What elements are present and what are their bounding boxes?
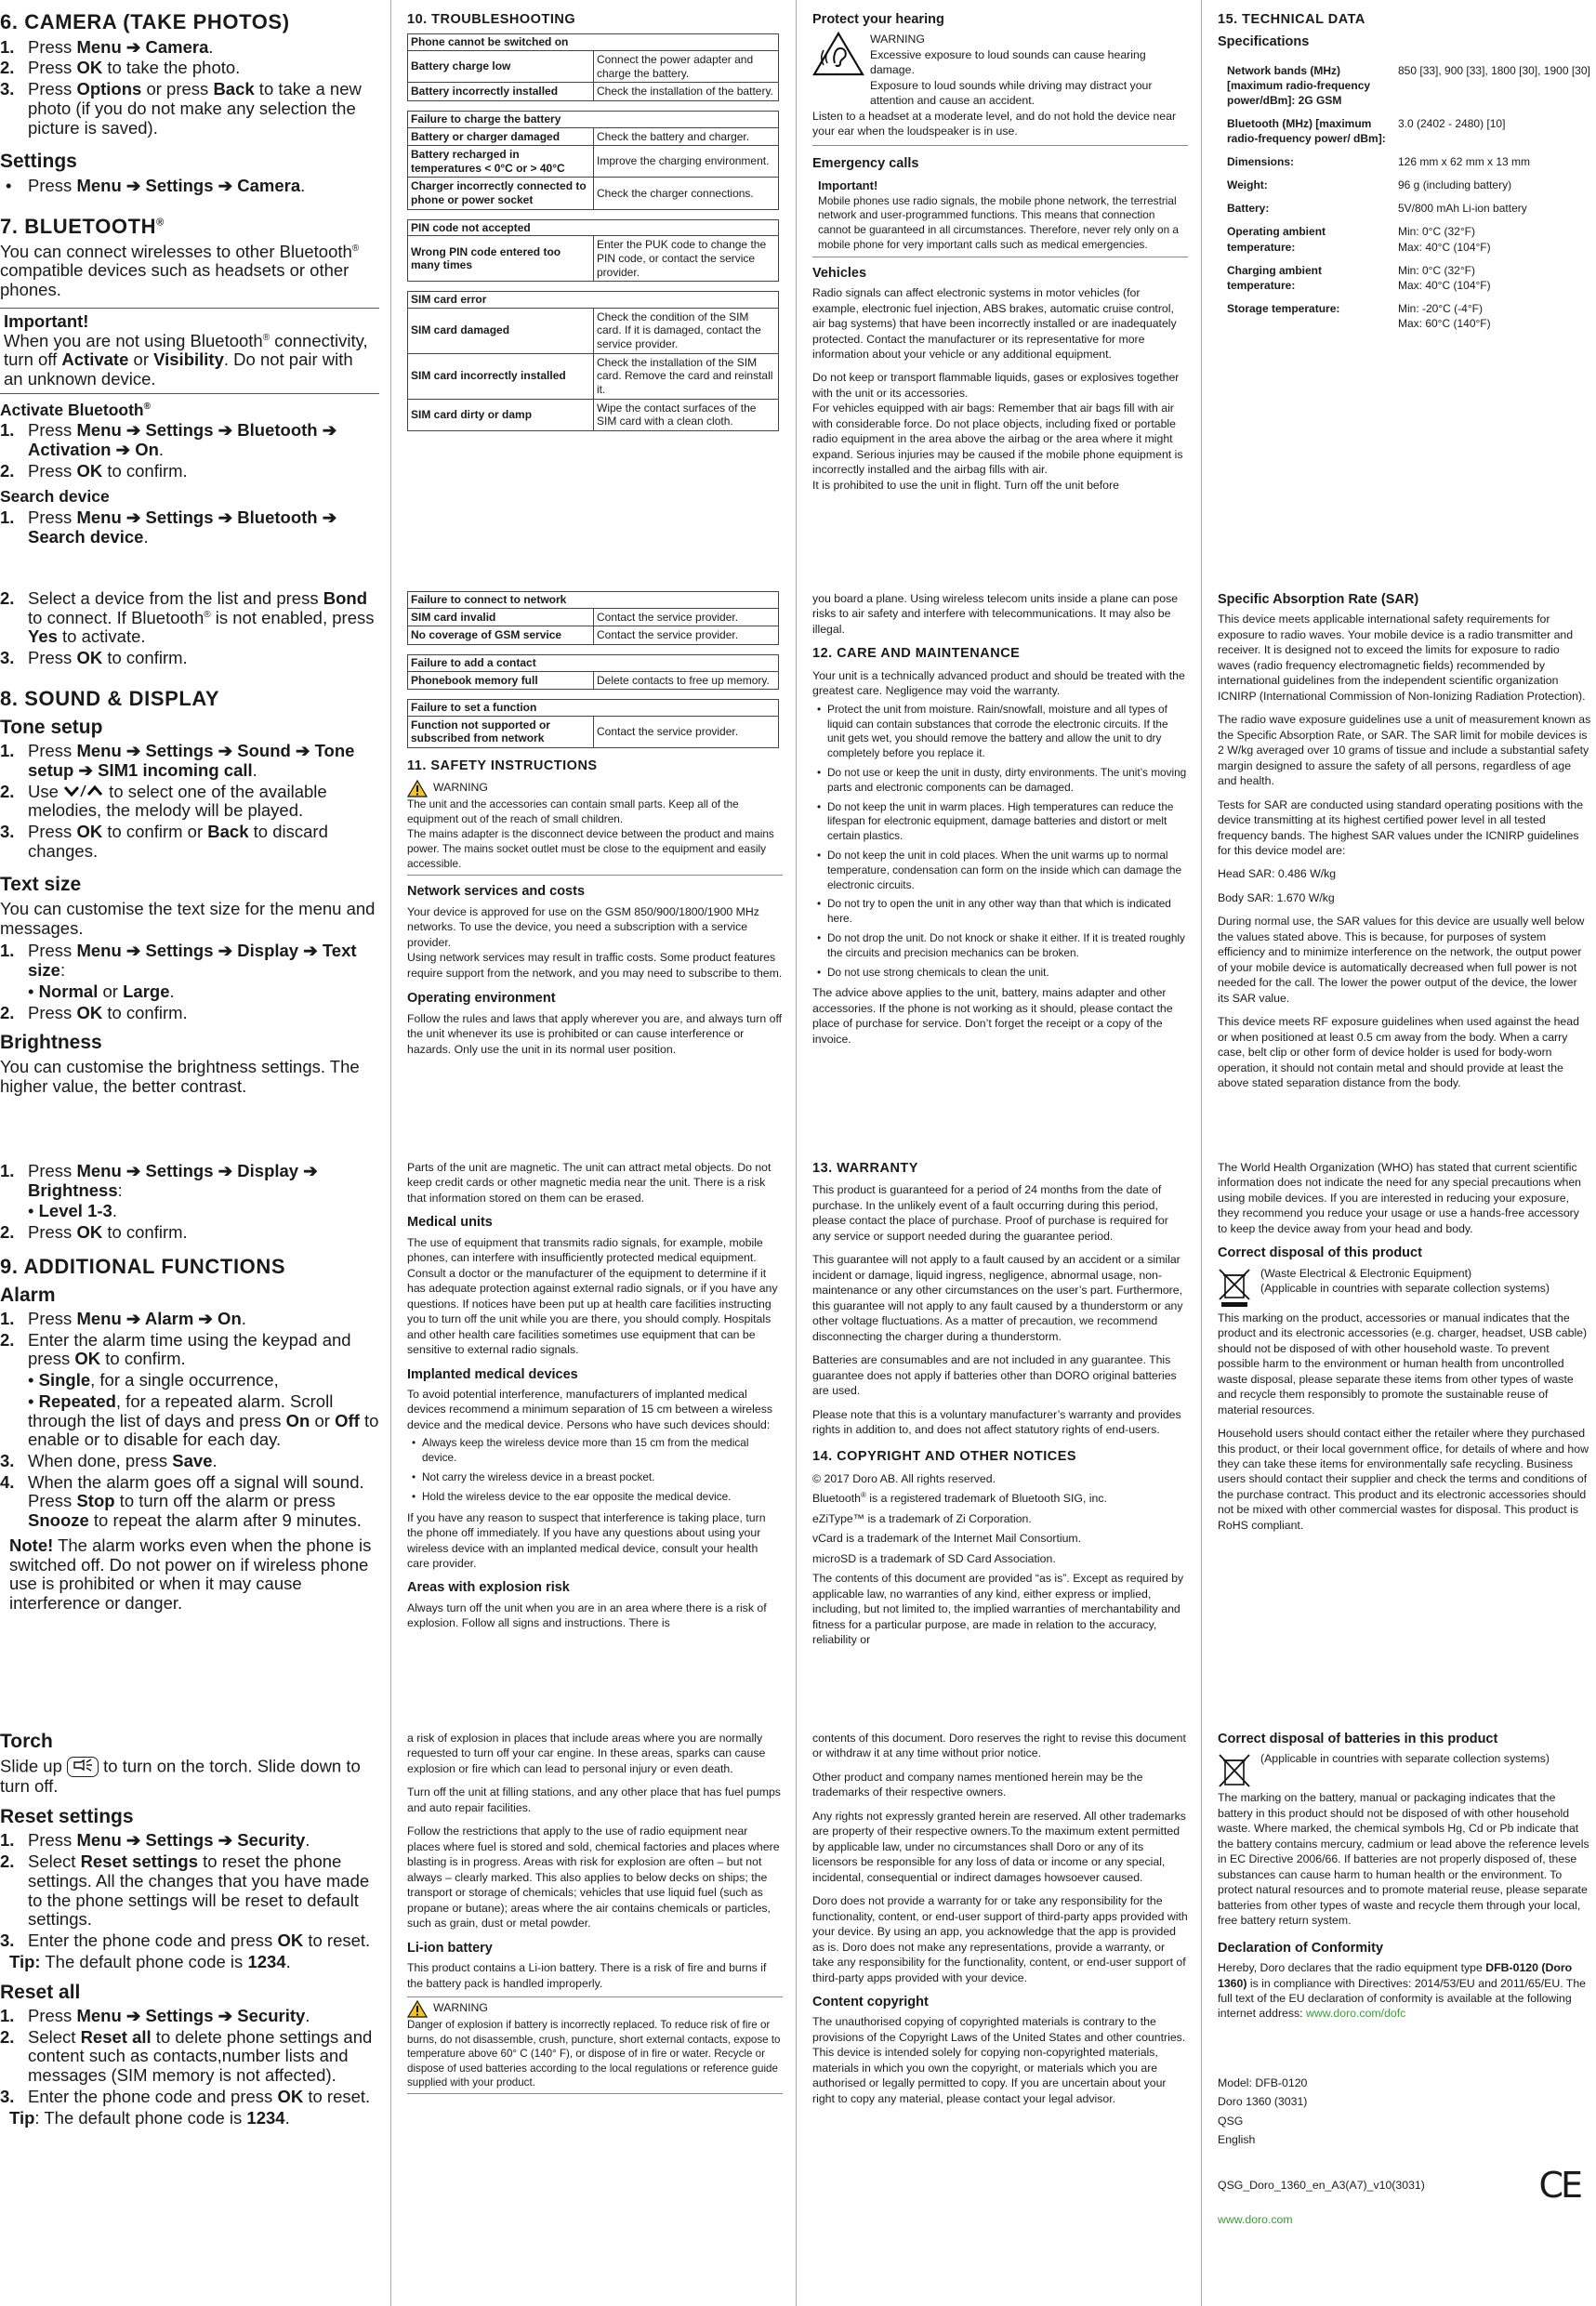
crossed-bin-icon <box>1218 1268 1251 1311</box>
paragraph: © 2017 Doro AB. All rights reserved. <box>812 1471 996 1485</box>
paragraph: The advice above applies to the unit, battery, mains adapter and other accessories. If the phone is not working as it should, please contact the place of purchase for service. Don’t forget the receipt or a copy of the invoice. <box>812 986 1173 1046</box>
step: 2. Select Reset all to delete phone settings and content such as contacts,number lists and messages (SIM memory is not affected). <box>0 2026 373 2086</box>
disposal-section <box>1218 1160 1591 1541</box>
bullet-list: • Protect the unit from moisture. Rain/snowfall, moisture and all types of liquid can contain substances that corrode the electronic circuits. If the unit gets wet, you should remove the battery and allow the unit to dry completely before you replace it. • Do not use or keep the unit in dusty, dirty environments. The unit’s moving parts and electronic components can be damaged. • Do not keep the unit in warm places. High temperatures can reduce the lifespan for electronic equipment, damage batteries and distort or melt certain plastics. • Do not keep the unit in cold places. When the unit warms up to normal temperature, condensation can form on the inside which can damage the electronic circuits. • Do not try to open the unit in any other way than that which is indicated here. • Do not drop the unit. Do not knock or shake it either. If it is treated roughly the circuits and precision mechanics can be broken. • Do not use strong chemicals to clean the unit. <box>817 702 1187 979</box>
paragraph: Any rights not expressly granted herein are reserved. All other trademarks are property of their respective owners.To the maximum extent permitted by applicable law, under no circumstances shall Doro or any of its licensors be responsible for any loss of data or income or any special, incidental, consequential or indirect damages howsoever caused. <box>812 1809 1186 1884</box>
warning-box: WARNING Danger of explosion if battery is incorrectly replaced. To reduce risk of fire or burns, do not disassemble, crush, puncture, short external contacts, expose to temperature above 60° C (140° F), or dispose of in fire or water. Recycle or dispose of used batteries according to the local regulations or reference guide supplied with your product. <box>407 1996 783 2094</box>
paragraph: This device meets RF exposure guidelines when used against the head or when positioned at least 0.5 cm away from the body. When a carry case, belt clip or other form of device holder is used for body-worn operation, it should not contain metal and should provide at least the above stated separation distance from the body. <box>1218 1015 1579 1090</box>
bluetooth-heading: 7. BLUETOOTH® <box>0 215 165 238</box>
option: • Single, for a single occurrence, <box>28 1370 279 1390</box>
sar-heading: Specific Absorption Rate (SAR) <box>1218 592 1419 607</box>
paragraph: This product is guaranteed for a period of 24 months from the date of purchase. In the unlikely event of a fault occurring during this period, please contact the place of purchase. Proof of purchase is required for any service or support needed during the guarantee period. <box>812 1183 1168 1243</box>
spec-row: Operating ambient temperature: Min: 0°C (32°F) Max: 40°C (104°F) <box>1227 225 1491 254</box>
footer <box>1218 2165 1591 2207</box>
paragraph: The use of equipment that transmits radio signals, for example, mobile phones, can interfere with insufficiently protected medical equipment. Consult a doctor or the manufacturer of the equipment to determine if it has adequate protection against external radio signals, or if you have any questions. If notices have been put up at health care facilities instructing you to turn off the unit while you are there, you should comply. Hospitals and other health care facilities sometimes use equipment that can be sensitive to external radio signals. <box>407 1235 778 1357</box>
tip: Tip: The default phone code is 1234. <box>9 2107 290 2128</box>
paragraph: you board a plane. Using wireless telecom units inside a plane can pose risks to air safety and interfere with telecommunications. It may also be illegal. <box>812 592 1179 636</box>
step: 1. Press Menu ➔ Alarm ➔ On. <box>0 1309 246 1329</box>
paragraph: Follow the restrictions that apply to the use of radio equipment near places where fuel is stored and sold, chemical factories and places where blasting is in progress. Areas with risk for explosion are often – but not always – clearly marked. This also applies to below decks on ships; the transport or storage of chemicals; vehicles that use liquid fuel (such as propane or butane); areas where the air contains chemicals or particles, such as grain, dust or metal powder. <box>407 1825 780 1930</box>
step: 1. Press Menu ➔ Camera. <box>0 36 214 57</box>
paragraph: This device meets applicable international safety requirements for exposure to radio waves. Your mobile device is a radio transmitter and receiver. It is designed not to exceed the limits for exposure to radio waves (radio frequency electromagnetic fields) recommended by international guidelines from the independent scientific organization ICNIRP (International Commission of Non-Ionizing Radiation Protection). <box>1218 613 1586 703</box>
technical-data-section <box>1218 11 1591 339</box>
spec-row: Weight: 96 g (including battery) <box>1227 178 1512 192</box>
paragraph: Tests for SAR are conducted using standard operating positions with the device transmitting at its highest certified power level in all tested frequency bands. The highest SAR values under the ICNIRP guidelines for this device model are: <box>1218 797 1584 857</box>
step: 4. When the alarm goes off a signal will sound. Press Stop to turn off the alarm or press Snooze to repeat the alarm after 9 minutes. <box>0 1471 364 1531</box>
paragraph: vCard is a trademark of the Internet Mail Consortium. <box>812 1532 1082 1546</box>
paragraph: To avoid potential interference, manufacturers of implanted medical devices recommend a minimum separation of 15 cm between a wireless device and the medical device. Persons who have such devices should: <box>407 1388 772 1431</box>
safety-heading: 11. SAFETY INSTRUCTIONS <box>407 758 598 773</box>
column-divider <box>1201 0 1202 2306</box>
paragraph: Bluetooth® is a registered trademark of Bluetooth SIG, inc. <box>812 1491 1107 1506</box>
paragraph: The contents of this document are provided “as is”. Except as required by applicable law, no warranties of any kind, either express or implied, including, but not limited to, the implied warranties of merchantability and fitness for a particular purpose, are made in relation to the accuracy, reliability or <box>812 1572 1184 1647</box>
disposal-heading: Correct disposal of this product <box>1218 1245 1422 1261</box>
down-up-arrow-icon <box>63 782 104 801</box>
paragraph: Using network services may result in traffic costs. Some product features require support from the network, and you may need to subscribe to them. <box>407 951 783 980</box>
brightness-steps <box>0 1162 379 1614</box>
paragraph: contents of this document. Doro reserves the right to revise this document or withdraw it at any time without prior notice. <box>812 1732 1186 1760</box>
activate-bluetooth-heading: Activate Bluetooth® <box>0 400 151 419</box>
spec-row: Storage temperature: Min: -20°C (-4°F) Max: 60°C (140°F) <box>1227 301 1491 330</box>
brightness-intro: You can customise the brightness settings. The higher value, the better contrast. <box>0 1056 360 1096</box>
spec-row: Bluetooth (MHz) [maximum radio-frequency power/ dBm]: 3.0 (2402 - 2480) [10] <box>1227 117 1506 146</box>
warning-triangle-icon <box>407 2000 428 2018</box>
copyright-continued <box>812 1731 1188 2115</box>
camera-heading: 6. CAMERA (TAKE PHOTOS) <box>0 10 290 33</box>
network-heading: Network services and costs <box>407 884 586 900</box>
sound-heading: 8. SOUND & DISPLAY <box>0 687 220 710</box>
bluetooth-section <box>0 216 379 548</box>
spec-row: Battery: 5V/800 mAh Li-ion battery <box>1227 202 1527 216</box>
settings-heading: Settings <box>0 151 77 173</box>
additional-heading: 9. ADDITIONAL FUNCTIONS <box>0 1254 286 1278</box>
medical-heading: Medical units <box>407 1215 493 1231</box>
care-heading: 12. CARE AND MAINTENANCE <box>812 646 1021 662</box>
paragraph: Batteries are consumables and are not included in any guarantee. This guarantee does not apply if batteries other than DORO original batteries are used. <box>812 1353 1177 1398</box>
declaration-heading: Declaration of Conformity <box>1218 1940 1384 1956</box>
sar-section <box>1218 591 1591 1100</box>
paragraph: Head SAR: 0.486 W/kg <box>1218 867 1337 881</box>
step: 2. Press OK to confirm. <box>0 1222 188 1243</box>
troubleshooting-section <box>407 11 783 441</box>
paragraph: Follow the rules and laws that apply wherever you are, and always turn off the unit whenever its use is prohibited or can cause interference or hazards. Only use the unit in its normal user position. <box>407 1011 783 1056</box>
step: 1. Press Menu ➔ Settings ➔ Bluetooth ➔ Activation ➔ On. <box>0 420 337 459</box>
tone-setup-heading: Tone setup <box>0 716 103 738</box>
paragraph: Doro does not provide a warranty for or take any responsibility for the functionality, content, or end-user support of third-party apps provided with your device. By using an app, you acknowledge that the app is provided as is. Doro does not make any representations, provide a warranty, or take any responsibility for the functionality, content, or end-user support of third-party apps provided with your device. <box>812 1894 1188 1984</box>
paragraph: Body SAR: 1.670 W/kg <box>1218 890 1335 904</box>
paragraph: If you have any reason to suspect that interference is taking place, turn the phone off immediately. If you have any questions about using your wireless device with an implanted medical device, consult your health care provider. <box>407 1510 766 1570</box>
battery-disposal-section <box>1218 1731 1591 2228</box>
step: 3. Press OK to confirm or Back to discard changes. <box>0 822 328 861</box>
emergency-heading: Emergency calls <box>812 155 919 171</box>
step: 2. Press OK to confirm. <box>0 460 188 481</box>
important-box: Important! Mobile phones use radio signals, the mobile phone network, the terrestrial network and user-programmed functions. This means that connection cannot be guaranteed in all circumstances. Therefore, never rely only on a mobile phone for very important calls such as medical emergencies. <box>812 176 1188 257</box>
hearing-warning-icon <box>812 32 864 108</box>
warranty-section <box>812 1160 1188 1656</box>
paragraph: Always turn off the unit when you are in an area where there is a risk of explosion. Follow all signs and instructions. There is <box>407 1601 767 1630</box>
paragraph: a risk of explosion in places that include areas where you are normally requested to turn off your car engine. In these areas, sparks can cause explosion or fire which can lead to personal injury or even death. <box>407 1732 766 1775</box>
vehicles-heading: Vehicles <box>812 265 867 281</box>
model-info: Model: DFB-0120 Doro 1360 (3031) QSG English <box>1218 2075 1308 2146</box>
important-box: Important! When you are not using Bluetooth® connectivity, turn off Activate or Visibility. Do not pair with an unknown device. <box>0 308 379 394</box>
alarm-note: Note! The alarm works even when the phone is switched off. Do not power on if wireless phone use is prohibited or when it may cause interference or danger. <box>9 1535 372 1614</box>
tip: Tip: The default phone code is 1234. <box>9 1951 291 1971</box>
text-size-heading: Text size <box>0 874 82 896</box>
paragraph: Listen to a headset at a moderate level, and do not hold the device near your ear when the loudspeaker is in use. <box>812 109 1177 138</box>
bullet: • Press Menu ➔ Settings ➔ Camera. <box>6 175 306 195</box>
paragraph: microSD is a trademark of SD Card Association. <box>812 1551 1056 1565</box>
reset-settings-heading: Reset settings <box>0 1805 134 1827</box>
step: 2. Press OK to take the photo. <box>0 58 241 78</box>
step: 1. Press Menu ➔ Settings ➔ Security. <box>0 2006 310 2026</box>
spec-row: Dimensions: 126 mm x 62 mm x 13 mm <box>1227 155 1531 169</box>
operating-heading: Operating environment <box>407 991 556 1007</box>
warning-box: WARNING The unit and the accessories can contain small parts. Keep all of the equipment out of the reach of small children. The mains adapter is the disconnect device between the product and mains power. The mains socket outlet must be close to the equipment and easily accessible. <box>407 780 783 876</box>
paragraph: The unauthorised copying of copyrighted materials is contrary to the provisions of the Copyright Laws of the United States and other countries. This device is intended solely for copying non-copyrighted materials, materials in which you own the copyright, or materials which you are authorised or legally permitted to copy. If you are uncertain about your right to copy any material, please contact your legal advisor. <box>812 2015 1186 2105</box>
step: 1. Press Menu ➔ Settings ➔ Display ➔ Text size: <box>0 941 357 981</box>
torch-heading: Torch <box>0 1731 53 1752</box>
search-device-heading: Search device <box>0 487 110 507</box>
troubleshooting-table: Failure to add a contact Phonebook memory full Delete contacts to free up memory. <box>407 654 779 690</box>
paragraph: Please note that this is a voluntary manufacturer’s warranty and provides rights in addition to, and does not affect statutory rights of end-users. <box>812 1407 1181 1436</box>
bluetooth-intro: You can connect wirelesses to other Bluetooth® compatible devices such as headsets or other phones. <box>0 241 360 300</box>
warning-triangle-icon <box>407 780 428 797</box>
paragraph: eZiType™ is a trademark of Zi Corporation. <box>812 1511 1032 1525</box>
step: 3. Enter the phone code and press OK to reset. <box>0 2086 371 2106</box>
paragraph: Your unit is a technically advanced product and should be treated with the greatest care. Negligence may void the warranty. <box>812 668 1185 698</box>
troubleshooting-heading: 10. TROUBLESHOOTING <box>407 12 576 27</box>
paragraph: The marking on the battery, manual or packaging indicates that the battery in this product should not be disposed of with other household waste. Where marked, the chemical symbols Hg, Cd or Pb indicate that the battery contains mercury, cadmium or lead above the reference levels in EC Directive 2006/66. If batteries are not properly disposed of, these substances can cause harm to human health or the environment. To protect natural resources and to promote material reuse, please separate batteries from other types of waste and recycle them through your local, free battery return system. <box>1218 1791 1589 1928</box>
text-size-intro: You can customise the text size for the menu and messages. <box>0 898 376 938</box>
column-divider <box>390 0 391 2306</box>
troubleshooting-table: PIN code not accepted Wrong PIN code entered too many times Enter the PUK code to change the PIN code, or contact the service provider. <box>407 219 779 283</box>
doro-website-link[interactable]: www.doro.com <box>1218 2213 1293 2227</box>
paragraph: Hereby, Doro declares that the radio equipment type DFB-0120 (Doro 1360) is in compliance with Directives: 2014/53/EU and 2011/65/EU. The full text of the EU declaration of conformity is available at the following internet address: www.doro.com/dofc <box>1218 1961 1587 2021</box>
troubleshooting-table: Failure to charge the battery Battery or charger damaged Check the battery and charger. Battery recharged in temperatures < 0°C or > 40°C Improve the charging environment. Charger incorrectly connected to phone or power socket Check the charger connections. <box>407 111 779 210</box>
step: 1. Press Menu ➔ Settings ➔ Security. <box>0 1830 310 1851</box>
paragraph: Your device is approved for use on the GSM 850/900/1800/1900 MHz networks. To use the device, you need a subscription with a service provider. <box>407 904 759 949</box>
step: 1. Press Menu ➔ Settings ➔ Display ➔ Brightness: <box>0 1161 318 1200</box>
paragraph: For vehicles equipped with air bags: Remember that air bags fill with air with considerable force. Do not place objects, including fixed or portable radio equipment in the area above the airbag or the area where it might expand. Serious injuries may be caused if the mobile phone equipment is incorrectly installed and the airbag fills with air. <box>812 402 1183 477</box>
paragraph: Household users should contact either the retailer where they purchased this product, or their local government office, for details of where and how they can take these items for environmentally safe recycling. Business users should contact their supplier and check the terms and conditions of the purchase contract. This product and its electronic accessories should not be mixed with other commercial wastes for disposal. This product is RoHS compliant. <box>1218 1427 1589 1532</box>
spec-row: Charging ambient temperature: Min: 0°C (32°F) Max: 40°C (104°F) <box>1227 263 1491 292</box>
torch-key-icon <box>67 1757 99 1778</box>
document-code: QSG_Doro_1360_en_A3(A7)_v10(3031) <box>1218 2178 1425 2192</box>
copyright-heading: 14. COPYRIGHT AND OTHER NOTICES <box>812 1449 1077 1465</box>
brightness-heading: Brightness <box>0 1032 102 1054</box>
paragraph: This product contains a Li-ion battery. There is a risk of fire and burns if the battery pack is handled improperly. <box>407 1961 767 1990</box>
step: 2. Select Reset settings to reset the phone settings. All the changes that you have made to the phone settings will be reset to default settings. <box>0 1851 370 1930</box>
dofc-link[interactable]: www.doro.com/dofc <box>1306 2007 1406 2021</box>
crossed-bin-icon <box>1218 1753 1251 1792</box>
step: 1. Press Menu ➔ Settings ➔ Bluetooth ➔ Search device. <box>0 507 337 547</box>
paragraph: Turn off the unit at filling stations, and any other place that has fuel pumps and auto repair facilities. <box>407 1786 781 1814</box>
step: 2. Enter the alarm time using the keypad and press OK to confirm. <box>0 1329 351 1369</box>
spec-row: Network bands (MHz) [maximum radio-frequency power/dBm]: 2G GSM 850 [33], 900 [33], 1800 [30], 1900 [30] <box>1227 63 1590 107</box>
option: • Level 1-3. <box>28 1201 117 1221</box>
paragraph: Radio signals can affect electronic systems in motor vehicles (for example, electronic fuel injection, ABS brakes, automatic cruise control, air bag systems) that have been incorrectly installed or are inadequately protected. Contact the manufacturer or its representative for more information about your vehicle or any additional equipment. <box>812 286 1177 362</box>
paragraph: Other product and company names mentioned herein may be the trademarks of their respective owners. <box>812 1770 1143 1799</box>
torch-reset-section <box>0 1731 379 2129</box>
hearing-warning: WARNING Excessive exposure to loud sounds can cause hearing damage. Exposure to loud sounds while driving may distract your attention and cause an accident. <box>812 32 1188 108</box>
hearing-heading: Protect your hearing <box>812 12 944 27</box>
care-section <box>812 591 1188 1055</box>
technical-heading: 15. TECHNICAL DATA <box>1218 12 1365 27</box>
paragraph: This guarantee will not apply to a fault caused by an accident or a similar incident or damage, liquid ingress, negligence, abnormal usage, non-maintenance or any other circumstances on the user’s part. Furthermore, this guarantee will not apply to any fault caused by a thunderstorm or any other voltage fluctuations. As a matter of precaution, we recommend disconnecting the charger during a thunderstorm. <box>812 1253 1183 1343</box>
paragraph: Parts of the unit are magnetic. The unit can attract metal objects. Do not keep credit cards or other magnetic media near the unit. There is a risk that information stored on them can be erased. <box>407 1161 772 1205</box>
bullet-list: • Always keep the wireless device more than 15 cm from the medical device. • Not carry the wireless device in a breast pocket. • Hold the wireless device to the ear opposite the medical device. <box>412 1436 749 1503</box>
weee-notice: (Waste Electrical & Electronic Equipment) (Applicable in countries with separate collection systems) <box>1218 1266 1591 1311</box>
hearing-section <box>812 11 1188 493</box>
step: 3. When done, press Save. <box>0 1451 218 1471</box>
battery-notice: (Applicable in countries with separate collection systems) <box>1218 1751 1591 1790</box>
li-ion-heading: Li-ion battery <box>407 1940 493 1956</box>
torch-text: Slide up to turn on the torch. Slide down to turn off. <box>0 1755 361 1797</box>
warranty-heading: 13. WARRANTY <box>812 1161 918 1176</box>
paragraph: The World Health Organization (WHO) has stated that current scientific information does not indicate the need for any special precautions when using mobile devices. If you are interested in reducing your exposure, they recommend you reduce your usage or use a hands-free accessory to keep the device away from your head and body. <box>1218 1161 1582 1235</box>
content-copyright-heading: Content copyright <box>812 1995 929 2010</box>
troubleshooting-table: Failure to set a function Function not supported or subscribed from network Contact the service provider. <box>407 699 779 748</box>
battery-disposal-heading: Correct disposal of batteries in this product <box>1218 1732 1498 1746</box>
step: 2. Use to select one of the available melodies, the melody will be played. <box>0 781 327 821</box>
explosion-heading: Areas with explosion risk <box>407 1580 570 1596</box>
sound-display-section <box>0 688 379 1096</box>
option: • Normal or Large. <box>28 981 175 1001</box>
step: 3. Press OK to confirm. <box>0 648 188 668</box>
safety-continued-2 <box>407 1731 783 2094</box>
step: 1. Press Menu ➔ Settings ➔ Sound ➔ Tone setup ➔ SIM1 incoming call. <box>0 741 355 780</box>
step: 2. Press OK to confirm. <box>0 1002 188 1022</box>
paragraph: It is prohibited to use the unit in flight. Turn off the unit before <box>812 478 1119 492</box>
safety-continued <box>407 1160 783 1640</box>
troubleshooting-table: Phone cannot be switched on Battery charge low Connect the power adapter and charge the battery. Battery incorrectly installed Check the installation of the battery. <box>407 33 779 101</box>
specifications-heading: Specifications <box>1218 34 1310 50</box>
paragraph: This marking on the product, accessories or manual indicates that the product and its electronic accessories (e.g. charger, headset, USB cable) should not be disposed of with other household waste. To prevent possible harm to the environment or human health from uncontrolled waste disposal, please separate these items from other types of waste and recycle them responsibly to promote the sustainable reuse of material resources. <box>1218 1311 1588 1417</box>
alarm-heading: Alarm <box>0 1284 56 1306</box>
paragraph: The radio wave exposure guidelines use a unit of measurement known as the Specific Absorption Rate, or SAR. The SAR limit for mobile devices is 2 W/kg averaged over 10 grams of tissue and include a substantial safety margin designed to assure the safety of all persons, regardless of age and health. <box>1218 713 1591 788</box>
troubleshooting-continued <box>407 591 783 1065</box>
step: 3. Enter the phone code and press OK to reset. <box>0 1930 371 1951</box>
spec-list <box>1218 63 1591 331</box>
implanted-heading: Implanted medical devices <box>407 1366 578 1382</box>
troubleshooting-table: Failure to connect to network SIM card invalid Contact the service provider. No coverage of GSM service Contact the service provider. <box>407 591 779 645</box>
column-divider <box>796 0 797 2306</box>
paragraph: Do not keep or transport flammable liquids, gases or explosives together with the unit or its accessories. <box>812 371 1180 400</box>
search-steps <box>0 589 379 670</box>
option: • Repeated, for a repeated alarm. Scroll through the list of days and press On or Off to enable or to disable for each day. <box>28 1390 379 1450</box>
step: 3. Press Options or press Back to take a new photo (if you do not make any selection the picture is saved). <box>0 79 362 138</box>
step: 2. Select a device from the list and press Bond to connect. If Bluetooth® is not enabled, press Yes to activate. <box>0 588 375 647</box>
camera-section <box>0 11 379 197</box>
reset-all-heading: Reset all <box>0 1981 81 2003</box>
ce-mark: CE <box>1538 2165 1580 2207</box>
troubleshooting-table: SIM card error SIM card damaged Check the condition of the SIM card. If it is damaged, contact the service provider. SIM card incorrectly installed Check the installation of the SIM card. Remove the card and reinstall it. SIM card dirty or damp Wipe the contact surfaces of the SIM card with a clean cloth. <box>407 291 779 431</box>
paragraph: During normal use, the SAR values for this device are usually well below the values stated above. This is because, for purposes of system efficiency and to minimize interference on the network, the output power of your mobile device is automatically decreased when full power is not needed for the call. The lower the power output of the device, the lower its SAR value. <box>1218 915 1585 1005</box>
